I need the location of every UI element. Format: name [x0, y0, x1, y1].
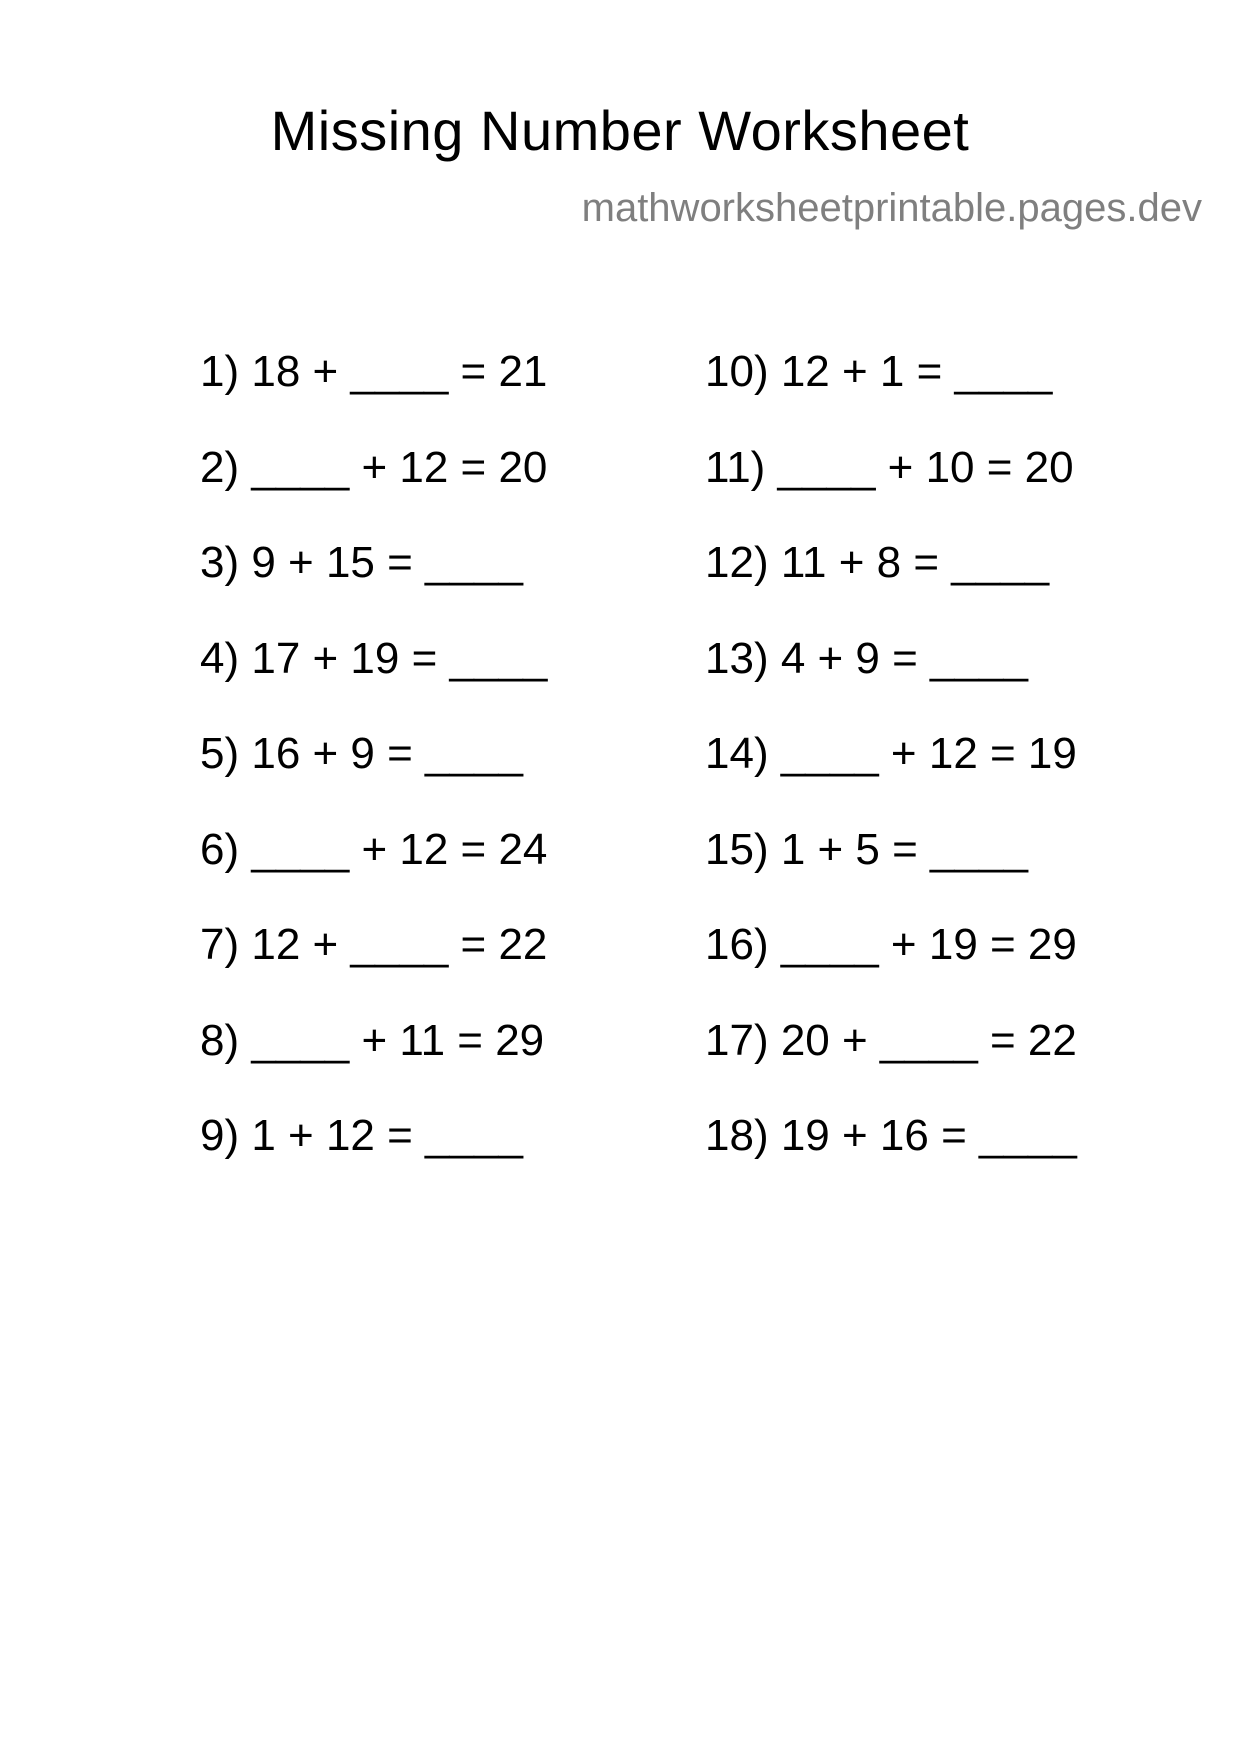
problem-13: 13) 4 + 9 = ____ — [705, 633, 1028, 683]
problem-12: 12) 11 + 8 = ____ — [705, 538, 1050, 587]
problem-11: 11) ____ + 10 = 20 — [705, 442, 1074, 492]
problem-4: 4) 17 + 19 = ____ — [200, 633, 548, 683]
problem-16: 16) ____ + 19 = 29 — [705, 920, 1077, 969]
problem-3: 3) 9 + 15 = ____ — [200, 538, 523, 587]
problem-8: 8) ____ + 11 = 29 — [200, 1015, 545, 1065]
problem-14: 14) ____ + 12 = 19 — [705, 729, 1077, 778]
problem-2: 2) ____ + 12 = 20 — [200, 442, 548, 492]
website-label: mathworksheetprintable.pages.dev — [581, 186, 1202, 230]
problem-10: 10) 12 + 1 = ____ — [705, 347, 1053, 396]
problem-15: 15) 1 + 5 = ____ — [705, 824, 1028, 874]
problem-6: 6) ____ + 12 = 24 — [200, 824, 548, 874]
problem-7: 7) 12 + ____ = 22 — [200, 920, 548, 969]
problem-1: 1) 18 + ____ = 21 — [200, 347, 548, 396]
problem-18: 18) 19 + 16 = ____ — [705, 1111, 1077, 1160]
problem-17: 17) 20 + ____ = 22 — [705, 1015, 1077, 1065]
problems-right-column — [705, 346, 1077, 1206]
problems-left-column — [200, 346, 547, 1206]
worksheet-title: Missing Number Worksheet — [270, 99, 970, 162]
problem-9: 9) 1 + 12 = ____ — [200, 1111, 523, 1160]
problem-5: 5) 16 + 9 = ____ — [200, 729, 523, 778]
